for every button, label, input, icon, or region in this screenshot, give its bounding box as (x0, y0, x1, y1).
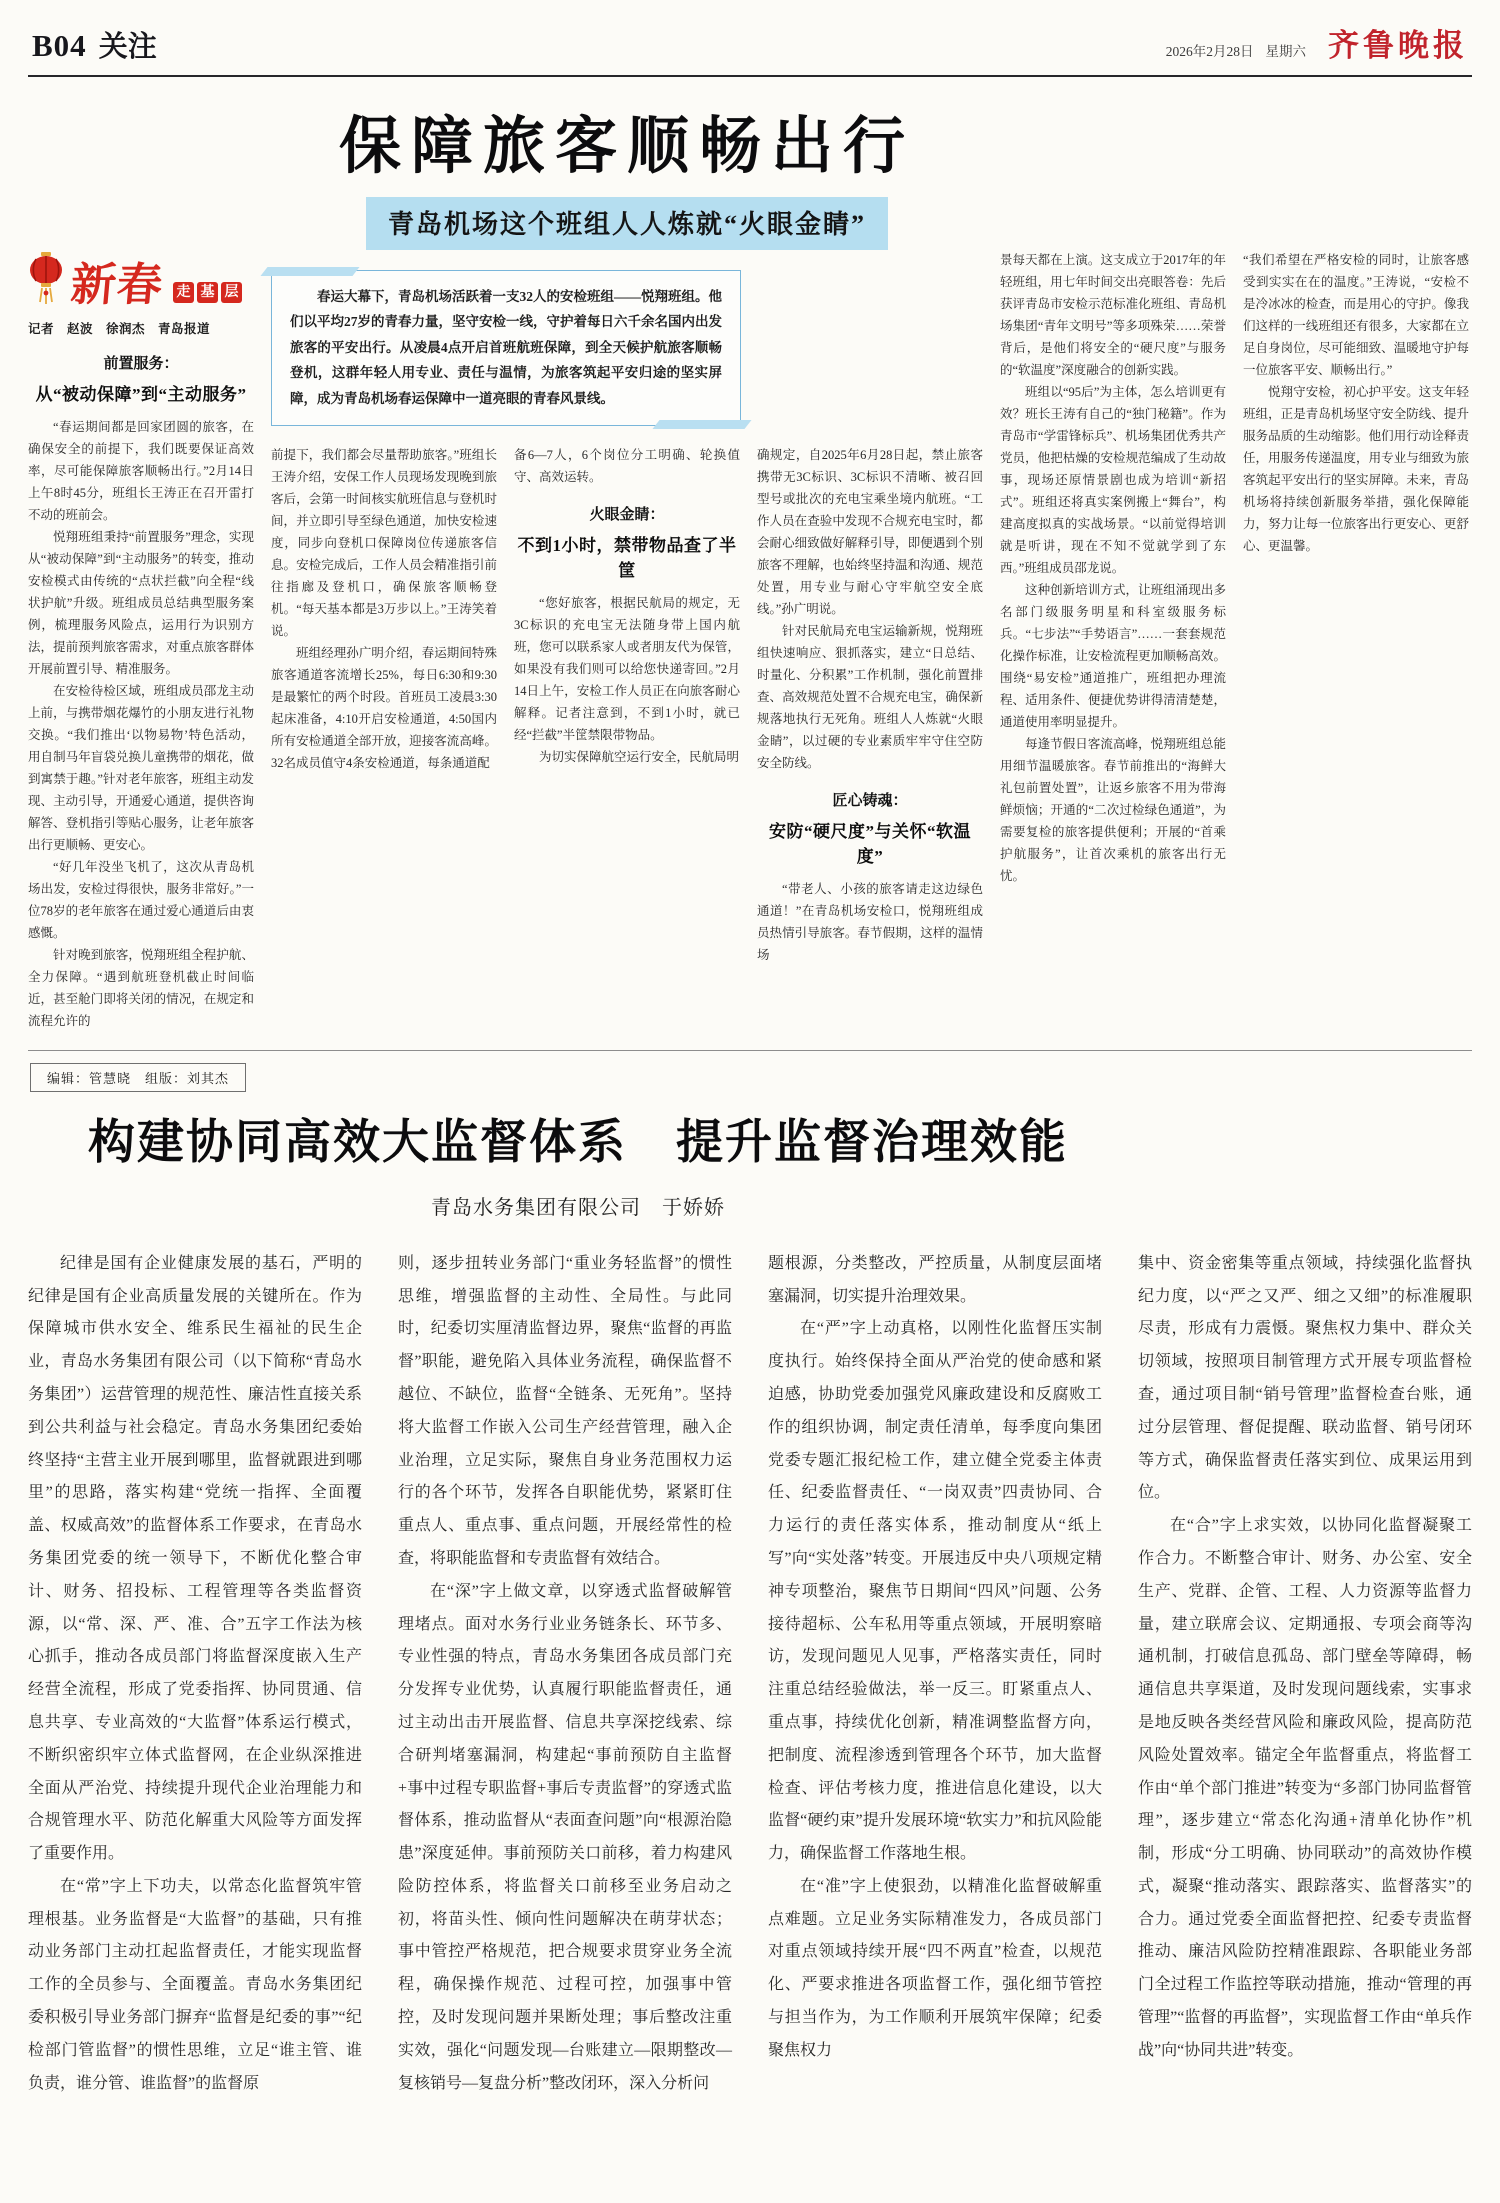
sub-headline: 青岛机场这个班组人人炼就“火眼金睛” (366, 197, 888, 250)
badge-sub-text (170, 282, 242, 303)
paragraph: 悦翔守安检，初心护平安。这支年轻班组，正是青岛机场坚守安全防线、提升服务品质的生动缩影。他们用行动诠释责任，用服务传递温度，用专业与细致为旅客筑起平安出行的坚实屏障。未来，青岛机场将持续创新服务举措，强化保障能力，努力让每一位旅客出行更安心、更舒心、更温馨。 (1243, 385, 1469, 553)
a2-column-4 (1138, 1248, 1472, 2101)
a2-column-1 (28, 1248, 362, 2101)
paragraph: 题根源，分类整改，严控质量，从制度层面堵塞漏洞，切实提升治理效果。 (768, 1254, 1102, 1305)
paragraph: 则，逐步扭转业务部门“重业务轻监督”的惯性思维，增强监督的主动性、全局性。与此同时，纪委切实厘清监督边界，聚焦“监督的再监督”职能，避免陷入具体业务流程，确保监督不越位、不缺位，监督“全链条、无死角”。坚持将大监督工作嵌入公司生产经营管理，融入企业治理，立足实际，聚焦自身业务范围权力运行的各个环节，发挥各自职能优势，紧紧盯住重点人、重点事、重点问题，开展经常性的检查，将职能监督和专责监督有效结合。 (398, 1254, 732, 1567)
paragraph: 这种创新培训方式，让班组涌现出多名部门级服务明星和科室级服务标兵。“七步法”“手势语言”……一套套规范化操作标准，让安检流程更加顺畅高效。围绕“易安检”通道推广，班组把办理流程、适用条件、便捷优势讲得清清楚楚，通道使用率明显提升。 (1000, 583, 1226, 729)
article2-byline: 青岛水务集团有限公司 于娇娇 (431, 1196, 725, 1219)
paragraph: 景每天都在上演。这支成立于2017年的年轻班组，用七年时间交出亮眼答卷：先后获评青岛市安检示范标准化班组、青岛机场集团“青年文明号”等多项殊荣……荣誉背后，是他们将安全的“硬尺度”与服务的“软温度”深度融合的创新实践。 (1000, 253, 1226, 377)
paragraph: 针对晚到旅客，悦翔班组全程护航、全力保障。“遇到航班登机截止时间临近，甚至舱门即将关闭的情况，在规定和流程允许的 (28, 948, 254, 1028)
article2-headline: 构建协同高效大监督体系 提升监督治理效能 (88, 1117, 1068, 1169)
page-number: B04 (32, 28, 87, 63)
section-heading (28, 337, 254, 416)
column-1 (28, 103, 254, 1032)
middle-columns (271, 444, 983, 966)
paragraph: 在“深”字上做文章，以穿透式监督破解管理堵点。面对水务行业业务链条长、环节多、专业性强的特点，青岛水务集团各成员部门充分发挥专业优势，认真履行职能监督责任，通过主动出击开展监督、信息共享深挖线索、综合研判堵塞漏洞，构建起“事前预防自主监督+事中过程专职监督+事后专责监督”的穿透式监督体系，推动监督从“表面查问题”向“根源治隐患”深度延伸。事前预防关口前移，着力构建风险防控体系，将监督关口前移至业务启动之初，将苗头性、倾向性问题解决在萌芽状态；事中管控严格规范，把合规要求贯穿业务全流程，确保操作规范、过程可控，加强事中管控，及时发现问题并果断处理；事后整改注重实效，强化“问题发现—台账建立—限期整改—复核销号—复盘分析”整改闭环，深入分析问 (398, 1582, 732, 2092)
headline-block (271, 103, 983, 1032)
paragraph: “好几年没坐飞机了，这次从青岛机场出发，安检过得很快，服务非常好。”一位78岁的老年旅客在通过爱心通道后由衷感慨。 (28, 860, 254, 940)
badge-char-zou: 走 (173, 282, 194, 303)
section-title: 安防“硬尺度”与关怀“软温度” (769, 821, 971, 866)
sub-headline-row (271, 197, 983, 250)
issue-date: 2026年2月28日 (1165, 44, 1254, 59)
section-heading (757, 774, 983, 878)
main-headline: 保障旅客顺畅出行 (338, 109, 915, 182)
paragraph: 悦翔班组秉持“前置服务”理念，实现从“被动保障”到“主动服务”的转变，推动安检模式由传统的“点状拦截”向全程“线状护航”升级。班组成员总结典型服务案例，梳理服务风险点，运用行为识别方法，提前预判旅客需求，对重点旅客群体开展前置引导、精准服务。 (28, 530, 254, 676)
article2-head (28, 1114, 1128, 1220)
badge-char-ji: 基 (197, 282, 218, 303)
column-4 (757, 444, 983, 966)
badge-main-text: 新春 (68, 260, 166, 311)
intro-box (271, 270, 741, 426)
masthead-right (1166, 20, 1468, 65)
newspaper-logo: 齐鲁晚报 (1328, 28, 1468, 63)
article-bottom (0, 1114, 1500, 2100)
column-5 (1000, 103, 1226, 1032)
paragraph: 每逢节假日客流高峰，悦翔班组总能用细节温暖旅客。春节前推出的“海鲜大礼包前置处置”，让返乡旅客不用为带海鲜烦恼；开通的“二次过检绿色通道”，为需要复检的旅客提供便利；开展的“首乘护航服务”，让首次乘机的旅客出行无忧。 (1000, 737, 1226, 883)
paragraph: “春运期间都是回家团圆的旅客，在确保安全的前提下，我们既要保证高效率，尽可能保障旅客顺畅出行。”2月14日上午8时45分，班组长王涛正在召开雷打不动的班前会。 (28, 420, 254, 522)
paragraph: 在“合”字上求实效，以协同化监督凝聚工作合力。不断整合审计、财务、办公室、安全生产、党群、企管、工程、人力资源等监督力量，建立联席会议、定期通报、专项会商等沟通机制，打破信息孤岛、部门壁垒等障碍，畅通信息共享渠道，及时发现问题线索，实事求是地反映各类经营风险和廉政风险，提高防范风险处置效率。锚定全年监督重点，将监督工作由“单个部门推进”转变为“多部门协同监督管理”，逐步建立“常态化沟通+清单化协作”机制，形成“分工明确、协同联动”的高效协作模式，凝聚“推动落实、跟踪落实、监督落实”的合力。通过党委全面监督把控、纪委专责监督推动、廉洁风险防控精准跟踪、各职能业务部门全过程工作监控等联动措施，推动“管理的再管理”“监督的再监督”，实现监督工作由“单兵作战”向“协同共进”转变。 (1138, 1517, 1472, 2059)
a2-column-2 (398, 1248, 732, 2101)
paragraph: “您好旅客，根据民航局的规定，无3C标识的充电宝无法随身带上国内航班，您可以联系家人或者朋友代为保管，如果没有我们则可以给您快递寄回。”2月14日上午，安检工作人员正在向旅客耐心解释。记者注意到，不到1小时，就已经“拦截”半筐禁限带物品。 (514, 595, 740, 742)
paragraph: 在安检待检区域，班组成员邵龙主动上前，与携带烟花爆竹的小朋友进行礼物交换。“我们推出‘以物易物’特色活动，用自制马年盲袋兑换儿童携带的烟花，做到寓禁于趣。”针对老年旅客，班组主动发现、主动引导，开通爱心通道，提供咨询解答、登机指引等贴心服务，让老年旅客出行更顺畅、更安心。 (28, 684, 254, 852)
column-2 (271, 444, 497, 966)
issue-weekday: 星期六 (1265, 44, 1306, 59)
reporter-line: 记者 赵波 徐润杰 青岛报道 (28, 322, 211, 336)
masthead (28, 0, 1472, 77)
column-3 (514, 444, 740, 966)
section-kicker: 前置服务： (103, 356, 179, 372)
intro-text: 春运大幕下，青岛机场活跃着一支32人的安检班组——悦翔班组。他们以平均27岁的青春力量，坚守安检一线，守护着每日六千余名国内出发旅客的平安出行。从凌晨4点开启首班航班保障，到全天候护航旅客顺畅登机，这群年轻人用专业、责任与温情，为旅客筑起平安归途的坚实屏障，成为青岛机场春运保障中一道亮眼的青春风景线。 (290, 288, 722, 407)
column-6 (1243, 103, 1469, 1032)
paragraph: 为切实保障航空运行安全，民航局明 (539, 749, 740, 764)
masthead-left (32, 24, 157, 65)
intro-row (271, 270, 983, 426)
paragraph: 针对民航局充电宝运输新规，悦翔班组快速响应、狠抓落实，建立“日总结、时量化、分积累”工作机制，强化前置排查、高效规范处置不合规充电宝，确保新规落地执行无死角。班组人人炼就“火眼金睛”，以过硬的专业素质牢牢守住空防安全防线。 (757, 623, 983, 770)
paragraph: 前提下，我们都会尽量帮助旅客。”班组长王涛介绍，安保工作人员现场发现晚到旅客后，会第一时间核实航班信息与登机时间，并立即引导至绿色通道，加快安检速度，同步向登机口保障岗位传递旅客信息。安检完成后，工作人员会精准指引前往指廊及登机口，确保旅客顺畅登机。“每天基本都是3万步以上。”王涛笑着说。 (271, 447, 497, 638)
paragraph: 班组以“95后”为主体，怎么培训更有效？班长王涛有自己的“独门秘籍”。作为青岛市“学雷锋标兵”、机场集团优秀共产党员，他把枯燥的安检规范编成了生动故事，现场还原情景剧也成为培训“新招式”。班组还将真实案例搬上“舞台”，构建高度拟真的实战场景。“以前觉得培训就是听讲，现在不知不觉就学到了东西。”班组成员邵龙说。 (1000, 385, 1226, 575)
section-title: 不到1小时，禁带物品查了半筐 (517, 535, 737, 580)
paragraph: 集中、资金密集等重点领域，持续强化监督执纪力度，以“严之又严、细之又细”的标准履职尽责，形成有力震慑。聚焦权力集中、群众关切领域，按照项目制管理方式开展专项监督检查，通过项目制“销号管理”监督检查台账，通过分层管理、督促提醒、联动监督、销号闭环等方式，确保监督责任落实到位、成果运用到位。 (1138, 1254, 1472, 1502)
paragraph: 班组经理孙广明介绍，春运期间特殊旅客通道客流增长25%，每日6:30和9:30是最繁忙的两个时段。首班员工凌晨3:30起床准备，4:10开启安检通道，4:50国内所有安检通道全部开放，迎接客流高峰。32名成员值守4条安检通道，每条通道配 (271, 645, 497, 770)
section-title: 从“被动保障”到“主动服务” (35, 385, 247, 404)
paragraph: 确规定，自2025年6月28日起，禁止旅客携带无3C标识、3C标识不清晰、被召回型号或批次的充电宝乘坐境内航班。“工作人员在查验中发现不合规充电宝时，都会耐心细致做好解释引导，即便遇到个别旅客不理解，也始终坚持温和沟通、规范处置，用专业与耐心守牢航空安全底线。”孙广明说。 (757, 447, 983, 616)
a2-column-3 (768, 1248, 1102, 2101)
editor-credit-bar (28, 1050, 1472, 1092)
new-spring-badge (28, 249, 254, 311)
paragraph: 纪律是国有企业健康发展的基石，严明的纪律是国有企业高质量发展的关键所在。作为保障城市供水安全、维系民生福祉的民生企业，青岛水务集团有限公司（以下简称“青岛水务集团”）运营管理的规范性、廉洁性直接关系到公共利益与社会稳定。青岛水务集团纪委始终坚持“主营主业开展到哪里，监督就跟进到哪里”的思路，落实构建“党统一指挥、全面覆盖、权威高效”的监督体系工作要求，在青岛水务集团党委的统一领导下，不断优化整合审计、财务、招投标、工程管理等各类监督资源，以“常、深、严、准、合”五字工作法为核心抓手，推动各成员部门将监督深度嵌入生产经营全流程，形成了党委指挥、协同贯通、信息共享、专业高效的“大监督”体系运行模式，不断织密织牢立体式监督网，在企业纵深推进全面从严治党、持续提升现代企业治理能力和合规管理水平、防范化解重大风险等方面发挥了重要作用。 (28, 1254, 362, 1863)
section-kicker: 火眼金睛： (589, 506, 665, 523)
section-kicker: 匠心铸魂： (832, 792, 908, 809)
paragraph: 备6—7人，6个岗位分工明确、轮换值守、高效运转。 (514, 447, 740, 484)
paragraph: “带老人、小孩的旅客请走这边绿色通道！”在青岛机场安检口，悦翔班组成员热情引导旅客。春节假期，这样的温情场 (757, 881, 983, 962)
lantern-icon (28, 251, 64, 307)
article-top-grid (28, 103, 1472, 1032)
paragraph: 在“准”字上使狠劲，以精准化监督破解重点难题。立足业务实际精准发力，各成员部门对重点领域持续开展“四不两直”检查，以规范化、严要求推进各项监督工作，强化细节管控与担当作为，为工作顺利开展筑牢保障；纪委聚焦权力 (768, 1877, 1102, 2059)
badge-char-ceng: 层 (221, 282, 242, 303)
editor-credit: 编辑：管慧晓 组版：刘其杰 (30, 1063, 246, 1092)
section-name: 关注 (98, 29, 157, 63)
section-heading (514, 488, 740, 592)
article2-columns (28, 1248, 1472, 2101)
paragraph: 在“常”字上下功夫，以常态化监督筑牢管理根基。业务监督是“大监督”的基础，只有推动业务部门主动扛起监督责任，才能实现监督工作的全员参与、全面覆盖。青岛水务集团纪委积极引导业务部门摒弃“监督是纪委的事”“纪检部门管监督”的惯性思维，立足“谁主管、谁负责，谁分管、谁监督”的监督原 (28, 1877, 362, 2092)
paragraph: “我们希望在严格安检的同时，让旅客感受到实实在在的温度。”王涛说，“安检不是冷冰冰的检查，而是用心的守护。像我们这样的一线班组还有很多，大家都在立足自身岗位，尽可能细致、温暖地守护每一位旅客平安、顺畅出行。” (1243, 253, 1469, 377)
paragraph: 在“严”字上动真格，以刚性化监督压实制度执行。始终保持全面从严治党的使命感和紧迫感，协助党委加强党风廉政建设和反腐败工作的组织协调，制定责任清单，每季度向集团党委专题汇报纪检工作，建立健全党委主体责任、纪委监督责任、“一岗双责”四责协同、合力运行的责任落实体系，推动制度从“纸上写”向“实处落”转变。开展违反中央八项规定精神专项整治，聚焦节日期间“四风”问题、公务接待超标、公车私用等重点领域，开展明察暗访，发现问题见人见事，严格落实责任，同时注重总结经验做法，举一反三。盯紧重点人、重点事，持续优化创新，精准调整监督方向，把制度、流程渗透到管理各个环节，加大监督检查、评估考核力度，推进信息化建设，以大监督“硬约束”提升发展环境“软实力”和抗风险能力，确保监督工作落地生根。 (768, 1320, 1102, 1863)
article-top (0, 103, 1500, 1032)
